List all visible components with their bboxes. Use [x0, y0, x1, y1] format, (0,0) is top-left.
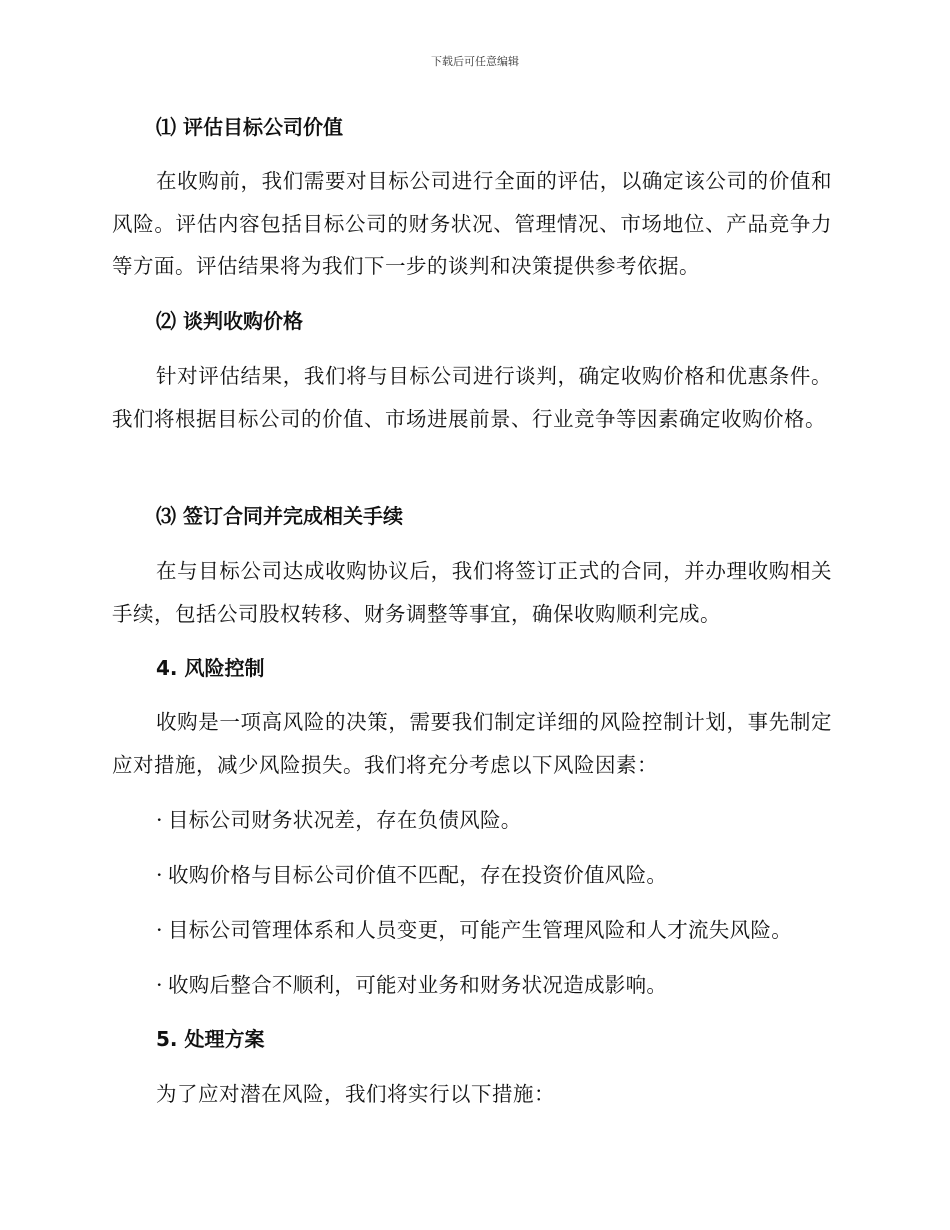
section-heading-solution: 5. 处理方案	[156, 1027, 265, 1051]
bullet-mark: ·	[156, 973, 163, 997]
paragraph-contract: 在与目标公司达成收购协议后，我们将签订正式的合同，并办理收购相关手续，包括公司股权转移、财务调整等事宜，确保收购顺利完成。	[112, 559, 832, 626]
bullet-mark: ·	[156, 918, 163, 942]
section-heading-contract: ⑶ 签订合同并完成相关手续	[156, 504, 403, 528]
list-item-text: 收购价格与目标公司价值不匹配，存在投资价值风险。	[168, 863, 668, 887]
paragraph-evaluate: 在收购前，我们需要对目标公司进行全面的评估，以确定该公司的价值和风险。评估内容包括目标公司的财务状况、管理情况、市场地位、产品竞争力等方面。评估结果将为我们下一步的谈判和决策提供参考依据。	[112, 169, 832, 278]
list-item	[112, 805, 876, 835]
list-item-text: 目标公司财务状况差，存在负债风险。	[168, 808, 522, 832]
section-heading-negotiate: ⑵ 谈判收购价格	[156, 309, 303, 333]
list-item-text: 目标公司管理体系和人员变更，可能产生管理风险和人才流失风险。	[168, 918, 792, 942]
bullet-mark: ·	[156, 863, 163, 887]
list-item	[112, 970, 876, 1000]
bullet-mark: ·	[156, 808, 163, 832]
list-item	[112, 860, 876, 890]
section-heading-risk-control: 4. 风险控制	[156, 656, 265, 680]
list-item	[112, 915, 876, 945]
page-header-note: 下载后可任意编辑	[431, 55, 519, 68]
paragraph-negotiate: 针对评估结果，我们将与目标公司进行谈判，确定收购价格和优惠条件。我们将根据目标公司的价值、市场进展前景、行业竞争等因素确定收购价格。	[112, 364, 832, 431]
paragraph-risk-control: 收购是一项高风险的决策，需要我们制定详细的风险控制计划，事先制定应对措施，减少风险损失。我们将充分考虑以下风险因素：	[112, 710, 832, 777]
paragraph-solution: 为了应对潜在风险，我们将实行以下措施：	[156, 1082, 555, 1106]
list-item-text: 收购后整合不顺利，可能对业务和财务状况造成影响。	[168, 973, 668, 997]
section-heading-evaluate: ⑴ 评估目标公司价值	[156, 115, 343, 139]
